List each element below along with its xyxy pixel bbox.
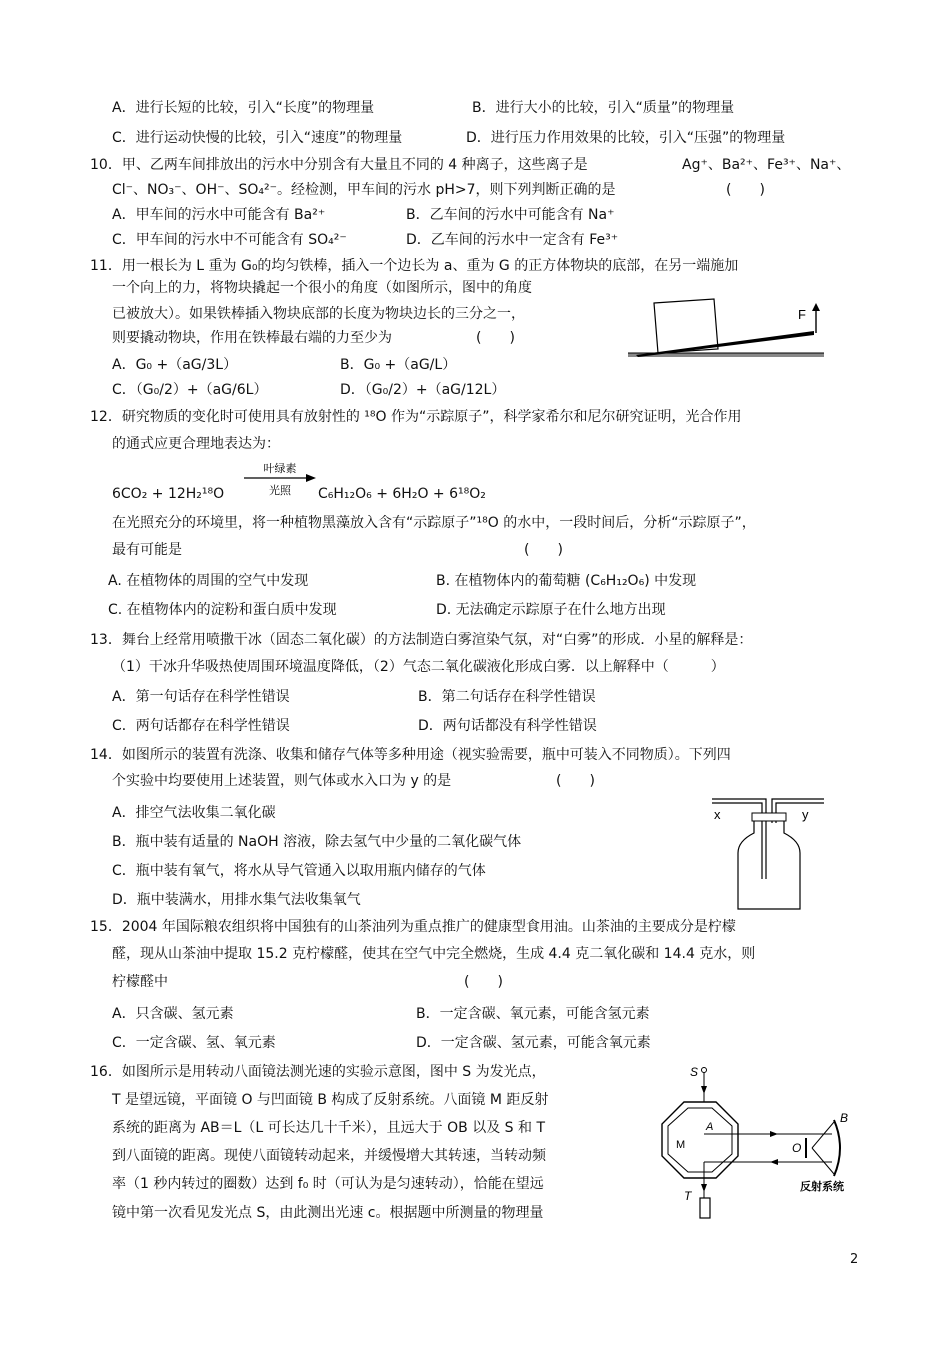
q16-stem-line6: 镜中第一次看见发光点 S，由此测出光速 c。根据题中所测量的物理量 xyxy=(112,1205,544,1221)
q12-stem-line4: 最有可能是 xyxy=(112,542,182,558)
q11-option-c: C．（G₀/2）+（aG/6L） xyxy=(112,382,268,398)
q12-option-b: B. 在植物体内的葡萄糖 (C₆H₁₂O₆) 中发现 xyxy=(436,573,697,589)
q13-stem-line2: （1）干冰升华吸热使周围环境温度降低，（2）气态二氧化碳液化形成白雾．以上解释中（ ） xyxy=(112,659,725,675)
q12-option-a: A. 在植物体的周围的空气中发现 xyxy=(108,573,309,589)
q12-answer-paren: ( ) xyxy=(524,542,563,558)
q13-option-b: B．第二句话存在科学性错误 xyxy=(418,689,596,705)
q15-answer-paren: ( ) xyxy=(464,974,503,990)
q12-reaction-arrow xyxy=(240,460,320,500)
q10-stem-line2: Cl⁻、NO₃⁻、OH⁻、SO₄²⁻。经检测，甲车间的污水 pH>7，则下列判断正确的是 xyxy=(112,182,616,198)
q15-stem-line3: 柠檬醛中 xyxy=(112,974,168,990)
q12-stem-line2: 的通式应更合理地表达为： xyxy=(112,436,280,452)
q11-force-label: F xyxy=(798,307,806,322)
q10-answer-paren: ( ) xyxy=(726,182,765,198)
q11-option-b: B．G₀ +（aG/L） xyxy=(340,357,457,373)
q9-option-b: B．进行大小的比较，引入“质量”的物理量 xyxy=(472,100,735,116)
q14-option-d: D．瓶中装满水，用排水集气法收集氧气 xyxy=(112,892,361,908)
q11-option-d: D．（G₀/2）+（aG/12L） xyxy=(340,382,506,398)
q14-option-c: C．瓶中装有氧气，将水从导气管通入以取用瓶内储存的气体 xyxy=(112,863,486,879)
q12-option-c: C. 在植物体内的淀粉和蛋白质中发现 xyxy=(108,602,337,618)
q10-option-b: B．乙车间的污水中可能含有 Na⁺ xyxy=(406,207,615,223)
q11-stem-line2: 一个向上的力，将物块撬起一个很小的角度（如图所示，图中的角度 xyxy=(112,280,532,296)
q14-inlet-y-label: y xyxy=(802,807,809,822)
q14-option-a: A．排空气法收集二氧化碳 xyxy=(112,805,276,821)
q16-source-s-label: S xyxy=(690,1065,699,1079)
q10-ion-list: Ag⁺、Ba²⁺、Fe³⁺、Na⁺、 xyxy=(682,157,851,173)
q9-option-c: C．进行运动快慢的比较，引入“速度”的物理量 xyxy=(112,130,403,146)
q16-stem-line5: 率（1 秒内转过的圈数）达到 f₀ 时（可认为是匀速转动），恰能在望远 xyxy=(112,1176,544,1192)
q9-option-d: D．进行压力作用效果的比较，引入“压强”的物理量 xyxy=(466,130,786,146)
q9-option-a: A．进行长短的比较，引入“长度”的物理量 xyxy=(112,100,375,116)
q16-reflection-system-caption: 反射系统 xyxy=(800,1181,844,1193)
q12-arrow-catalyst-label: 叶绿素 xyxy=(263,463,297,475)
q16-stem-line3: 系统的距离为 AB＝L（L 可长达几十千米），且远大于 OB 以及 S 和 T xyxy=(112,1120,545,1136)
q15-option-a: A．只含碳、氢元素 xyxy=(112,1006,234,1022)
q13-option-c: C．两句话都存在科学性错误 xyxy=(112,718,290,734)
q16-stem-line2: T 是望远镜，平面镜 O 与凹面镜 B 构成了反射系统。八面镜 M 距反射 xyxy=(112,1092,549,1108)
q11-stem-line3: 已被放大）。如果铁棒插入物块底部的长度为物块边长的三分之一， xyxy=(112,306,525,322)
q11-lever-figure xyxy=(626,295,826,365)
q14-stem-line2: 个实验中均要使用上述装置，则气体或水入口为 y 的是 xyxy=(112,773,452,789)
q14-gas-bottle-figure xyxy=(708,793,828,913)
q16-mirror-m-label: M xyxy=(676,1139,686,1151)
q16-telescope-t-label: T xyxy=(684,1189,692,1203)
q16-octagonal-mirror-figure xyxy=(640,1062,870,1222)
q16-mirror-b-label: B xyxy=(840,1111,849,1125)
q14-stem-line1: 14．如图所示的装置有洗涤、收集和储存气体等多种用途（视实验需要，瓶中可装入不同物质）。下列四 xyxy=(90,747,731,763)
q14-option-b: B．瓶中装有适量的 NaOH 溶液，除去氢气中少量的二氧化碳气体 xyxy=(112,834,522,850)
q15-option-c: C．一定含碳、氢、氧元素 xyxy=(112,1035,276,1051)
q12-stem-line1: 12．研究物质的变化时可使用具有放射性的 ¹⁸O 作为“示踪原子”，科学家希尔和尼尔研究证明，光合作用 xyxy=(90,409,742,425)
q12-option-d: D. 无法确定示踪原子在什么地方出现 xyxy=(436,602,666,618)
q13-option-d: D．两句话都没有科学性错误 xyxy=(418,718,597,734)
q16-stem-line4: 到八面镜的距离。现使八面镜转动起来，并缓慢增大其转速，当转动频 xyxy=(112,1148,546,1164)
q11-stem-line4: 则要撬动物块，作用在铁棒最右端的力至少为 xyxy=(112,330,392,346)
q16-point-a-label: A xyxy=(706,1121,714,1133)
q15-stem-line2: 醛，现从山茶油中提取 15.2 克柠檬醛，使其在空气中完全燃烧，生成 4.4 克二氧化碳和 14.4 克水，则 xyxy=(112,946,756,962)
q15-stem-line1: 15．2004 年国际粮农组织将中国独有的山茶油列为重点推广的健康型食用油。山茶油的主要成分是柠檬 xyxy=(90,919,736,935)
q14-inlet-x-label: x xyxy=(714,807,721,822)
page-number: 2 xyxy=(850,1252,859,1267)
q10-option-a: A．甲车间的污水中可能含有 Ba²⁺ xyxy=(112,207,326,223)
q12-equation-left: 6CO₂ + 12H₂¹⁸O xyxy=(112,486,225,502)
q12-equation-right: C₆H₁₂O₆ + 6H₂O + 6¹⁸O₂ xyxy=(318,486,486,502)
q15-option-d: D．一定含碳、氢元素，可能含氧元素 xyxy=(416,1035,651,1051)
q12-arrow-condition-label: 光照 xyxy=(269,485,291,497)
q10-stem-line1: 10．甲、乙两车间排放出的污水中分别含有大量且不同的 4 种离子，这些离子是 xyxy=(90,157,588,173)
q10-option-c: C．甲车间的污水中不可能含有 SO₄²⁻ xyxy=(112,232,347,248)
q16-mirror-o-label: O xyxy=(792,1141,802,1155)
q10-option-d: D．乙车间的污水中一定含有 Fe³⁺ xyxy=(406,232,619,248)
q14-answer-paren: ( ) xyxy=(556,773,595,789)
q12-stem-line3: 在光照充分的环境里，将一种植物黑藻放入含有“示踪原子”¹⁸O 的水中，一段时间后，分析“示踪原子”， xyxy=(112,515,756,531)
q11-stem-line1: 11．用一根长为 L 重为 G₀的均匀铁棒，插入一个边长为 a、重为 G 的正方体物块的底部，在另一端施加 xyxy=(90,258,739,274)
q13-option-a: A．第一句话存在科学性错误 xyxy=(112,689,290,705)
q11-answer-paren: ( ) xyxy=(476,330,515,346)
q15-option-b: B．一定含碳、氧元素，可能含氢元素 xyxy=(416,1006,650,1022)
q11-option-a: A．G₀ +（aG/3L） xyxy=(112,357,238,373)
q16-stem-line1: 16．如图所示是用转动八面镜法测光速的实验示意图，图中 S 为发光点， xyxy=(90,1064,546,1080)
q13-stem-line1: 13．舞台上经常用喷撒干冰（固态二氧化碳）的方法制造白雾渲染气氛，对“白雾”的形成．小星的解释是： xyxy=(90,632,753,648)
